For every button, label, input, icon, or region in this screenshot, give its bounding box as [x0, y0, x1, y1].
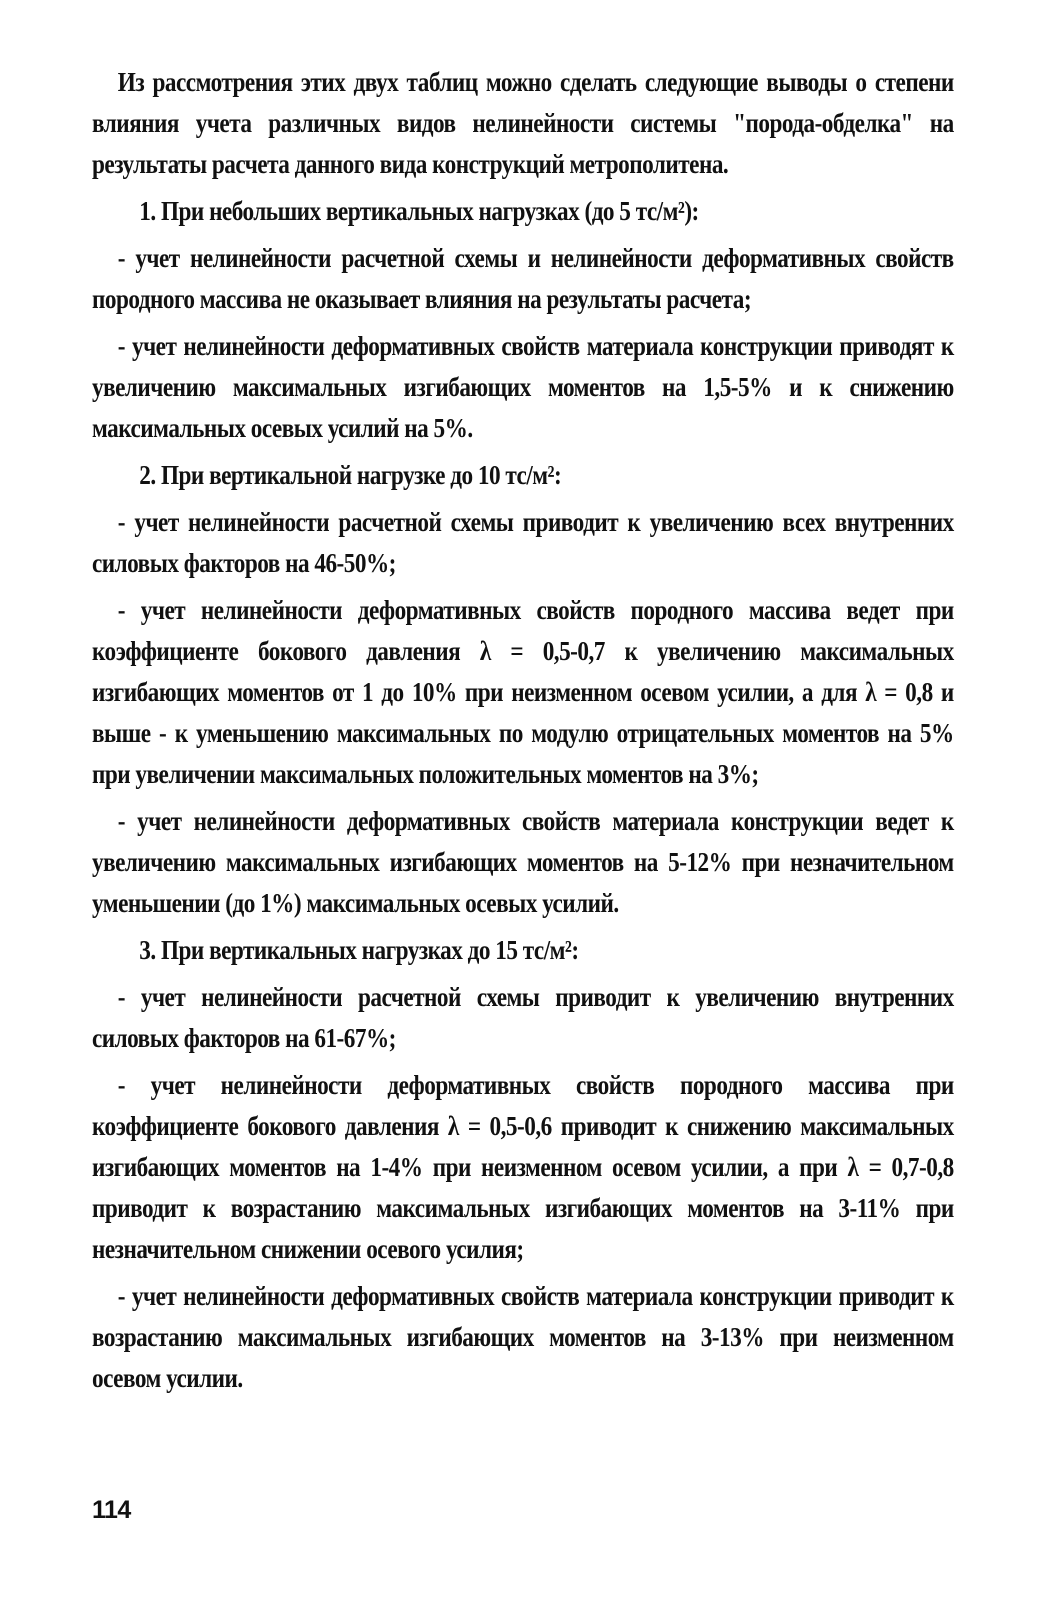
paragraph-item-3c: - учет нелинейности деформативных свойств материала конструкции приводит к возрастанию максимальных изгибающих моментов на 3-13% при неизменном осевом усилии. — [92, 1281, 954, 1393]
paragraph-item-3b: - учет нелинейности деформативных свойств породного массива при коэффициенте бокового давления λ = 0,5-0,6 приводит к снижению максимальных изгибающих моментов на 1-4% при неизменном осевом усилии, а при λ = 0,7-0,8 приводит к возрастанию максимальных изгибающих моментов на 3-11% при незначительном снижении осевого усилия; — [92, 1070, 954, 1264]
paragraph-item-3a: - учет нелинейности расчетной схемы приводит к увеличению внутренних силовых факторов на 61-67%; — [92, 982, 954, 1053]
paragraph-intro: Из рассмотрения этих двух таблиц можно сделать следующие выводы о степени влияния учета различных видов нелинейности системы "порода-обделка" на результаты расчета данного вида конструкций метрополитена. — [92, 67, 954, 179]
paragraph-item-1a: - учет нелинейности расчетной схемы и нелинейности деформативных свойств породного массива не оказывает влияния на результаты расчета; — [92, 243, 954, 314]
paragraph-item-2a: - учет нелинейности расчетной схемы приводит к увеличению всех внутренних силовых факторов на 46-50%; — [92, 507, 954, 578]
page-number: 114 — [92, 1496, 131, 1524]
paragraph-item-3: 3. При вертикальных нагрузках до 15 тс/м²: — [139, 935, 579, 965]
paragraph-item-2: 2. При вертикальной нагрузке до 10 тс/м²: — [139, 460, 562, 490]
body-text — [92, 62, 954, 1405]
paragraph-item-2c: - учет нелинейности деформативных свойств материала конструкции ведет к увеличению максимальных изгибающих моментов на 5-12% при незначительном уменьшении (до 1%) максимальных осевых усилий. — [92, 806, 954, 918]
paragraph-item-2b: - учет нелинейности деформативных свойств породного массива ведет при коэффициенте бокового давления λ = 0,5-0,7 к увеличению максимальных изгибающих моментов от 1 до 10% при неизменном осевом усилии, а для λ = 0,8 и выше - к уменьшению максимальных по модулю отрицательных моментов на 5% при увеличении максимальных положительных моментов на 3%; — [92, 595, 954, 789]
paragraph-item-1: 1. При небольших вертикальных нагрузках (до 5 тс/м²): — [139, 196, 699, 226]
paragraph-item-1b: - учет нелинейности деформативных свойств материала конструкции приводят к увеличению максимальных изгибающих моментов на 1,5-5% и к снижению максимальных осевых усилий на 5%. — [92, 331, 954, 443]
